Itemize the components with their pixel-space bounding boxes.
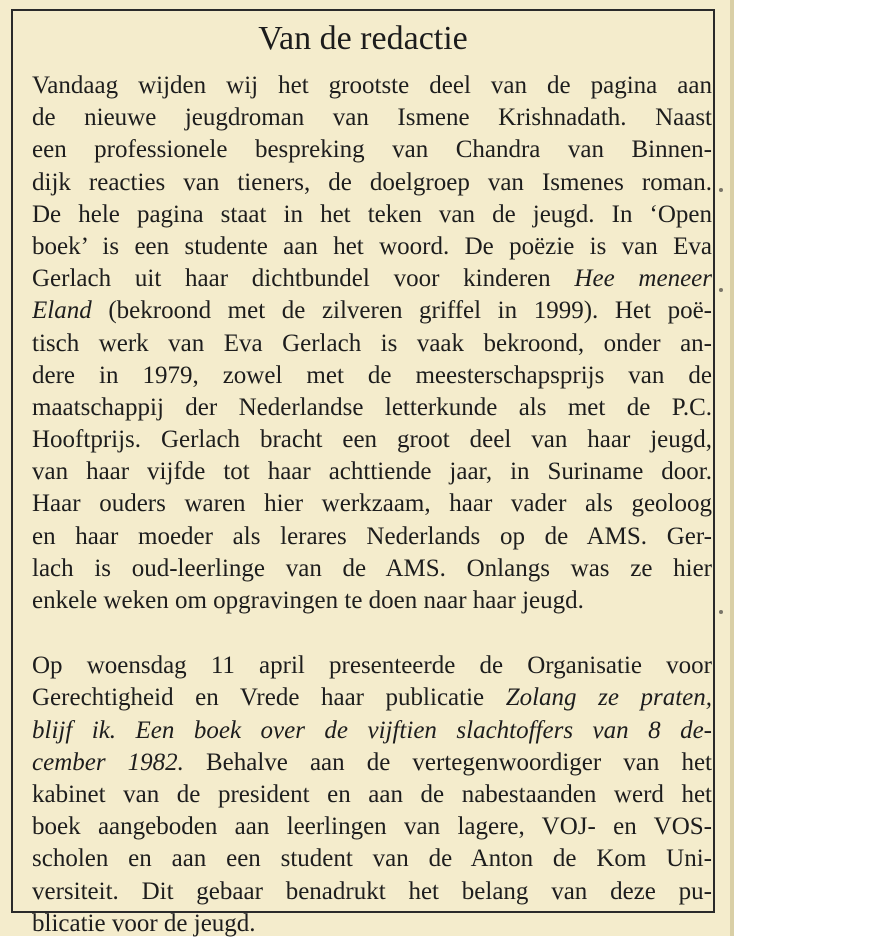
text-segment: boek’ is een studente aan het woord. De poëzie is van Eva	[32, 232, 712, 260]
text-segment: scholen en aan een student van de Anton de Kom Uni-	[32, 845, 712, 873]
text-segment: boek aangeboden aan leerlingen van lagere, VOJ- en VOS-	[32, 813, 712, 841]
text-line	[32, 456, 712, 488]
text-line	[32, 424, 712, 456]
text-line	[32, 167, 712, 199]
italic-text: Zolang ze praten,	[505, 684, 712, 712]
text-segment: maatschappij der Nederlandse letterkunde als met de P.C.	[32, 393, 712, 421]
paragraph-gap	[32, 617, 712, 650]
text-line	[32, 392, 712, 424]
text-segment: dijk reacties van tieners, de doelgroep van Ismenes roman.	[32, 168, 712, 196]
text-line	[32, 779, 712, 811]
article-title: Van de redactie	[258, 20, 468, 57]
text-segment: Hooftprijs. Gerlach bracht een groot deel van haar jeugd,	[32, 426, 712, 454]
text-segment: de nieuwe jeugdroman van Ismene Krishnadath. Naast	[32, 104, 712, 132]
italic-text: cember 1982.	[32, 748, 184, 776]
text-line	[32, 682, 712, 714]
text-segment: Gerechtigheid en Vrede haar publicatie	[32, 684, 506, 712]
text-segment: enkele weken om opgravingen te doen naar haar jeugd.	[32, 587, 584, 614]
text-line	[32, 70, 712, 102]
text-line	[32, 134, 712, 166]
text-line	[32, 876, 712, 908]
text-segment: versiteit. Dit gebaar benadrukt het belang van deze pu-	[32, 877, 712, 905]
text-segment: De hele pagina staat in het teken van de jeugd. In ‘Open	[32, 200, 712, 228]
text-line	[32, 553, 712, 585]
text-line	[32, 360, 712, 392]
text-line	[32, 811, 712, 843]
text-segment: lach is oud-leerlinge van de AMS. Onlangs was ze hier	[32, 554, 712, 582]
text-line	[32, 231, 712, 263]
text-line	[32, 521, 712, 553]
text-line	[32, 715, 712, 747]
text-segment: en haar moeder als lerares Nederlands op de AMS. Ger-	[32, 522, 712, 550]
text-segment: Behalve aan de vertegenwoordiger van het	[183, 748, 712, 776]
text-segment: dere in 1979, zowel met de meesterschapsprijs van de	[32, 361, 712, 389]
article-body	[32, 70, 712, 940]
text-segment: kabinet van de president en aan de nabestaanden werd het	[32, 780, 712, 808]
clipping-edge	[730, 0, 734, 936]
text-line	[32, 908, 712, 940]
margin-speck	[719, 610, 723, 614]
text-segment: Vandaag wijden wij het grootste deel van de pagina aan	[32, 72, 712, 99]
text-line	[32, 843, 712, 875]
text-line	[32, 199, 712, 231]
text-segment: Op woensdag 11 april presenteerde de Organisatie voor	[32, 652, 712, 680]
italic-text: blijf ik. Een boek over de vijftien slachtoffers van 8 de-	[32, 716, 712, 744]
text-segment: van haar vijfde tot haar achttiende jaar, in Suriname door.	[32, 458, 712, 486]
text-line	[32, 263, 712, 295]
italic-text: Hee meneer	[574, 265, 712, 293]
text-line	[32, 488, 712, 520]
text-line	[32, 328, 712, 360]
italic-text: Eland	[32, 297, 92, 325]
text-line	[32, 650, 712, 682]
text-line	[32, 585, 712, 617]
text-line	[32, 102, 712, 134]
text-line	[32, 747, 712, 779]
text-segment: (bekroond met de zilveren griffel in 1999). Het poë-	[91, 297, 712, 325]
text-segment: tisch werk van Eva Gerlach is vaak bekroond, onder an-	[32, 329, 712, 357]
text-segment: een professionele bespreking van Chandra van Binnen-	[32, 136, 712, 164]
margin-speck	[719, 288, 723, 292]
text-segment: Gerlach uit haar dichtbundel voor kinderen	[32, 265, 575, 293]
text-line	[32, 295, 712, 327]
text-segment: blicatie voor de jeugd.	[32, 909, 256, 937]
text-segment: Haar ouders waren hier werkzaam, haar vader als geoloog	[32, 490, 712, 518]
margin-speck	[719, 188, 723, 192]
